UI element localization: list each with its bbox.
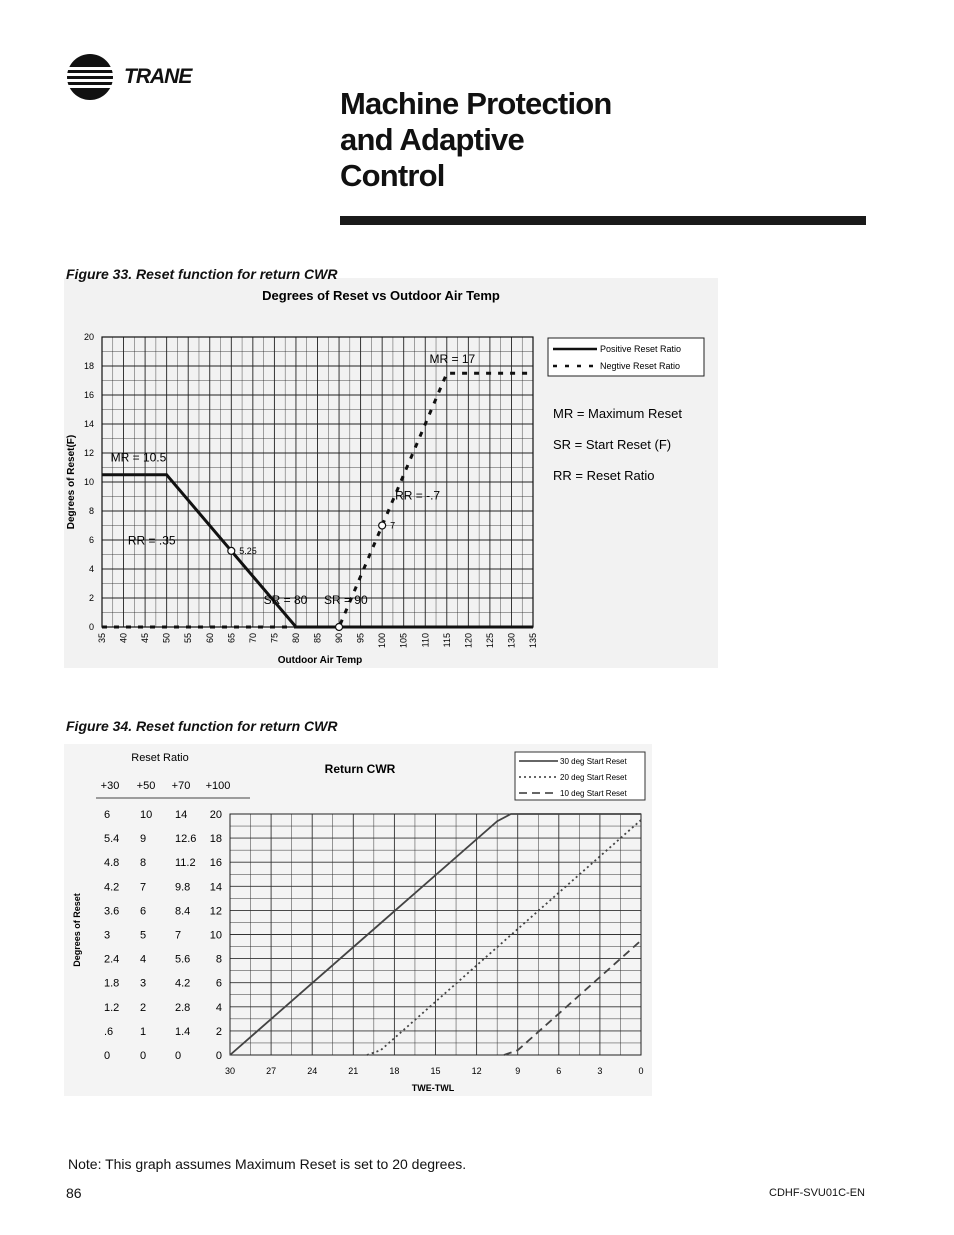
- y-tick-label: 16: [83, 390, 94, 400]
- table-cell: 9.8: [175, 881, 191, 894]
- title-line: Machine Protection: [340, 86, 612, 121]
- title-line: Control: [340, 158, 445, 193]
- y-tick-label: 2: [88, 593, 94, 603]
- legend-label: 10 deg Start Reset: [560, 789, 627, 798]
- table-header: Reset Ratio: [131, 752, 189, 764]
- legend-label: Negtive Reset Ratio: [600, 361, 681, 371]
- x-tick-label: 100: [377, 633, 388, 649]
- x-tick-label: 45: [140, 633, 151, 644]
- table-cell: 1: [140, 1025, 147, 1038]
- point-label: 7: [390, 520, 396, 531]
- x-axis-label: TWE-TWL: [411, 1083, 455, 1093]
- table-cell: 7: [140, 881, 147, 894]
- chart-title: Degrees of Reset vs Outdoor Air Temp: [262, 288, 500, 303]
- table-cell: 12.6: [175, 833, 197, 846]
- x-tick-label: 115: [441, 633, 452, 648]
- table-cell: 3.6: [104, 905, 120, 918]
- annotation: RR = -.7: [395, 488, 441, 503]
- point-label: 5.25: [239, 545, 257, 556]
- x-tick-label: 3: [597, 1066, 603, 1076]
- definition-text: RR = Reset Ratio: [553, 468, 655, 483]
- table-cell: 2.8: [175, 1001, 191, 1014]
- x-tick-label: 90: [334, 633, 345, 644]
- y-tick-label: 18: [83, 361, 94, 371]
- table-cell: 3: [104, 929, 111, 942]
- table-cell: 6: [140, 905, 147, 918]
- y-tick-label: 8: [88, 506, 94, 516]
- table-cell: 8: [140, 857, 147, 870]
- y-tick-label: 6: [88, 535, 94, 545]
- y-tick-label: 14: [209, 881, 222, 894]
- y-tick-label: 20: [83, 332, 94, 342]
- legend-label: 30 deg Start Reset: [560, 757, 627, 766]
- y-axis-label: Degrees of Reset: [72, 893, 82, 967]
- table-column-header: +70: [171, 780, 191, 792]
- y-tick-label: 8: [215, 953, 222, 966]
- table-cell: 5: [140, 929, 147, 942]
- page-number: 86: [66, 1185, 82, 1201]
- table-cell: 5.4: [104, 833, 120, 846]
- x-tick-label: 18: [389, 1066, 400, 1076]
- table-cell: 8.4: [175, 905, 191, 918]
- y-tick-label: 0: [88, 622, 94, 632]
- x-tick-label: 30: [224, 1066, 236, 1076]
- table-column-header: +50: [136, 780, 156, 792]
- table-cell: 4: [140, 953, 147, 966]
- table-cell: 4.2: [175, 977, 191, 990]
- table-column-header: +30: [100, 780, 120, 792]
- x-tick-label: 95: [355, 633, 366, 644]
- table-cell: 14: [175, 809, 188, 821]
- title-line: and Adaptive: [340, 122, 524, 157]
- y-tick-label: 4: [88, 564, 94, 574]
- x-tick-label: 6: [556, 1066, 562, 1076]
- y-tick-label: 14: [83, 419, 94, 429]
- x-tick-label: 27: [266, 1066, 277, 1076]
- table-cell: 2.4: [104, 953, 120, 966]
- y-tick-label: 16: [209, 857, 222, 870]
- definition-text: SR = Start Reset (F): [553, 437, 672, 452]
- x-tick-label: 60: [204, 633, 215, 644]
- x-tick-label: 35: [97, 633, 107, 644]
- x-tick-label: 130: [506, 633, 517, 649]
- x-axis-label: Outdoor Air Temp: [277, 655, 363, 666]
- table-cell: 5.6: [175, 953, 191, 966]
- annotation: RR = .35: [127, 533, 176, 548]
- table-cell: 0: [140, 1050, 147, 1062]
- x-tick-label: 135: [528, 633, 538, 649]
- y-tick-label: 10: [83, 477, 94, 487]
- x-tick-label: 9: [515, 1066, 521, 1076]
- y-tick-label: 10: [209, 929, 222, 942]
- x-tick-label: 15: [430, 1066, 441, 1076]
- note-text: Note: This graph assumes Maximum Reset is set to 20 degrees.: [68, 1156, 467, 1172]
- y-tick-label: 18: [209, 833, 222, 846]
- table-cell: 0: [175, 1050, 182, 1062]
- x-tick-label: 50: [161, 633, 172, 644]
- legend-label: 20 deg Start Reset: [560, 773, 627, 782]
- legend-label: Positive Reset Ratio: [600, 344, 682, 354]
- x-tick-label: 24: [307, 1066, 318, 1076]
- y-tick-label: 12: [83, 448, 94, 458]
- y-tick-label: 12: [209, 905, 222, 918]
- annotation: SR = 80: [263, 592, 308, 607]
- table-cell: 3: [140, 977, 147, 990]
- table-column-header: +100: [205, 780, 231, 792]
- brand-name: TRANE: [124, 65, 192, 88]
- table-cell: .6: [104, 1025, 114, 1038]
- table-cell: 4.2: [104, 881, 120, 894]
- y-axis-label: Degrees of Reset(F): [66, 434, 77, 530]
- table-cell: 0: [104, 1050, 111, 1062]
- x-tick-label: 65: [226, 633, 237, 644]
- definition-text: MR = Maximum Reset: [553, 406, 682, 421]
- chart-title: Return CWR: [324, 762, 396, 776]
- figure-34-caption: Figure 34. Reset function for return CWR: [66, 718, 338, 734]
- table-cell: 4.8: [104, 857, 120, 870]
- table-cell: 6: [104, 809, 111, 821]
- x-tick-label: 110: [420, 633, 431, 648]
- figure-33-caption: Figure 33. Reset function for return CWR: [66, 266, 338, 282]
- x-tick-label: 70: [247, 633, 258, 644]
- annotation: MR = 10.5: [110, 450, 167, 465]
- table-cell: 1.8: [104, 977, 120, 990]
- y-tick-label: 2: [215, 1025, 222, 1038]
- table-cell: 1.4: [175, 1025, 191, 1038]
- x-tick-label: 105: [398, 633, 409, 649]
- table-cell: 7: [175, 929, 182, 942]
- x-tick-label: 0: [638, 1066, 644, 1076]
- table-cell: 2: [140, 1001, 147, 1014]
- annotation: MR = 17: [429, 352, 476, 367]
- x-tick-label: 40: [118, 633, 129, 644]
- x-tick-label: 85: [312, 633, 323, 644]
- x-tick-label: 80: [290, 633, 301, 644]
- x-tick-label: 120: [463, 633, 474, 649]
- y-tick-label: 4: [215, 1001, 222, 1014]
- annotation: SR = 90: [323, 592, 368, 607]
- y-tick-label: 0: [215, 1050, 222, 1062]
- x-tick-label: 75: [269, 633, 280, 644]
- document-id: CDHF-SVU01C-EN: [769, 1187, 865, 1199]
- y-tick-label: 20: [209, 809, 222, 821]
- x-tick-label: 12: [471, 1066, 482, 1076]
- x-tick-label: 21: [348, 1066, 359, 1076]
- table-cell: 11.2: [175, 857, 196, 870]
- table-cell: 1.2: [104, 1001, 120, 1014]
- y-tick-label: 6: [215, 977, 222, 990]
- table-cell: 10: [140, 809, 153, 821]
- table-cell: 9: [140, 833, 147, 846]
- x-tick-label: 125: [484, 633, 495, 649]
- x-tick-label: 55: [183, 633, 194, 644]
